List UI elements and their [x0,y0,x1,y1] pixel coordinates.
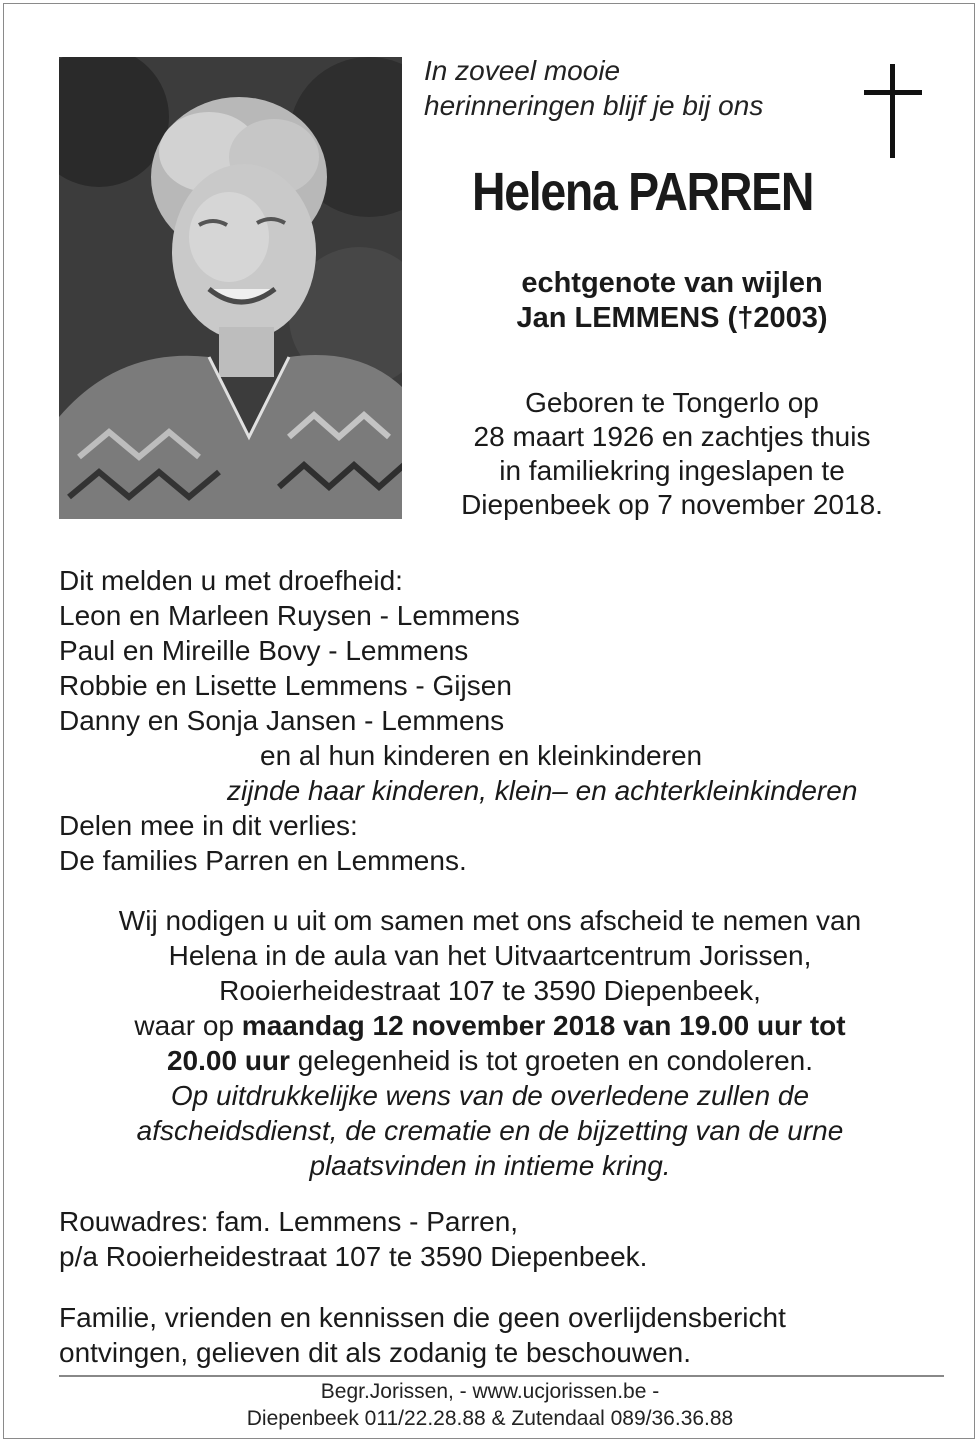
birth-line: 28 maart 1926 en zachtjes thuis [473,421,871,452]
invite-text: gelegenheid is tot groeten en condoleren. [289,1045,813,1076]
wish-line: plaatsvinden in intieme kring. [309,1150,671,1181]
address-line: Rouwadres: fam. Lemmens - Parren, [59,1206,519,1237]
invite-date: maandag 12 november 2018 van 19.00 uur tot [241,1010,846,1041]
invite-time: 20.00 uur [166,1045,290,1076]
memorial-verse [424,53,854,123]
closing-line: ontvingen, gelieven dit als zodanig te beschouwen. [59,1337,691,1368]
families-line: De families Parren en Lemmens. [59,845,467,876]
invite-time-line [40,1043,940,1078]
visitation-invitation [40,903,940,1183]
birth-line: Geboren te Tongerlo op [525,387,819,418]
wish-line: Op uitdrukkelijke wens van de overledene zullen de [170,1080,810,1111]
invite-date-line [40,1008,940,1043]
wish-line: afscheidsdienst, de crematie en de bijzetting van de urne [136,1115,844,1146]
share-intro: Delen mee in dit verlies: [59,810,358,841]
invite-line: Rooierheidestraat 107 te 3590 Diepenbeek, [219,975,761,1006]
footer-divider [59,1375,944,1377]
family-child: Paul en Mireille Bovy - Lemmens [59,635,469,666]
closing-note [59,1300,939,1370]
invite-text: waar op [134,1010,242,1041]
address-line: p/a Rooierheidestraat 107 te 3590 Diepenbeek. [59,1241,648,1272]
invite-line: Wij nodigen u uit om samen met ons afscheid te nemen van [118,905,862,936]
spouse-line: Jan LEMMENS (†2003) [516,302,828,334]
closing-line: Familie, vrienden en kennissen die geen overlijdensbericht [59,1302,786,1333]
verse-line: In zoveel mooie [424,55,621,86]
portrait-photo [59,57,402,519]
family-child: Danny en Sonja Jansen - Lemmens [59,705,505,736]
birth-line: in familiekring ingeslapen te [499,455,845,486]
family-intro: Dit melden u met droefheid: [59,565,403,596]
relation-line: zijnde haar kinderen, klein– en achterkleinkinderen [227,775,858,806]
invite-line: Helena in de aula van het Uitvaartcentrum Jorissen, [168,940,812,971]
mourning-address [59,1204,939,1274]
family-child: Robbie en Lisette Lemmens - Gijsen [59,670,512,701]
spouse-info [424,266,920,336]
cross-icon [864,64,922,158]
deceased-name: Helena PARREN [472,162,814,222]
footer-line: Begr.Jorissen, - www.ucjorissen.be - [320,1380,660,1403]
verse-line: herinneringen blijf je bij ons [424,90,764,121]
family-announcement [59,563,939,878]
grandchildren-line: en al hun kinderen en kleinkinderen [260,740,703,771]
spouse-line: echtgenote van wijlen [521,267,823,299]
funeral-home-footer [40,1378,940,1432]
birth-death-info [424,386,920,522]
portrait-illustration [59,57,402,519]
birth-line: Diepenbeek op 7 november 2018. [461,489,883,520]
family-child: Leon en Marleen Ruysen - Lemmens [59,600,520,631]
footer-line: Diepenbeek 011/22.28.88 & Zutendaal 089/36.36.88 [246,1407,734,1430]
